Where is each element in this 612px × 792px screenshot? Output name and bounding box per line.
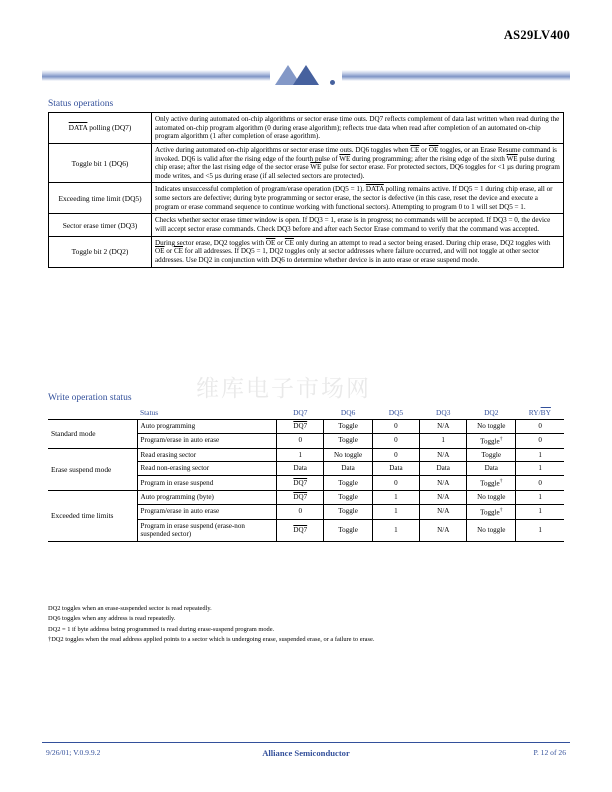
cell-dq6: Toggle	[324, 420, 372, 434]
cell-ryby: 1	[516, 448, 564, 462]
footnote-1: DQ2 toggles when an erase-suspended sector is read repeatedly.	[48, 605, 212, 612]
status-row-description: Checks whether sector erase timer window is open. If DQ3 = 1, erase is in progress; no commands will be accepted. If DQ3 = 0, the device will accept sector erase commands. Check DQ3 before and after each Sector Erase command to verify that the command was accepted.	[152, 214, 564, 236]
col-header-dq7: DQ7	[277, 406, 324, 420]
row-mode-standard: Standard mode	[48, 420, 137, 449]
cell-dq3: N/A	[420, 519, 467, 541]
status-row-label: Exceeding time limit (DQ5)	[49, 183, 152, 214]
status-row-label: DATA polling (DQ7)	[49, 113, 152, 144]
cell-ryby: 1	[516, 490, 564, 504]
cell-dq2: Toggle†	[467, 475, 516, 490]
status-row-description: Active during automated on-chip algorithms or sector erase time outs. DQ6 toggles when $\overline{CE}$ or $\overline{OE}$ toggles, or an Erase Resume command is invoked. DQ6 is valid after the rising edge of the fourth pulse of $\overline{WE}$ during programming; after the rising edge of the sixth $\overline{WE}$ pulse during chip erase; after the last rising edge of the sector erase $\overline{WE}$ pulse for sector erase. For protected sectors, DQ6 toggles for <1 µs during program mode writes, and <5 µs during erase (if all selected sectors are protected).	[152, 143, 564, 183]
col-header-dq6: DQ6	[324, 406, 372, 420]
status-row-label: Toggle bit 1 (DQ6)	[49, 143, 152, 183]
row-status: Program in erase suspend	[137, 475, 277, 490]
write-operation-status-table	[48, 406, 564, 542]
row-mode-erase-suspend: Erase suspend mode	[48, 448, 137, 490]
cell-ryby: 0	[516, 475, 564, 490]
footnote-3: DQ2 = 1 if byte address being programmed is read during erase-suspend program mode.	[48, 625, 275, 633]
col-header-dq3: DQ3	[420, 406, 467, 420]
cell-dq5: 1	[372, 490, 419, 504]
table-header-row	[48, 406, 564, 420]
footer-divider	[42, 742, 570, 743]
cell-dq3: N/A	[420, 475, 467, 490]
cell-dq5: 1	[372, 504, 419, 519]
status-row-description: Indicates unsuccessful completion of program/erase operation (DQ5 = 1). DATA polling remains active. If DQ5 = 1 during chip erase, all or some sectors are defective; during byte programming or sector erase, the sector is defective (in this case, reset the device and execute a program or erase command sequence to continue working with functional sectors). Attempting to program 0 to 1 will set DQ5 = 1.	[152, 183, 564, 214]
cell-dq7: 0	[277, 433, 324, 448]
cell-dq6: Toggle	[324, 490, 372, 504]
cell-dq2: No toggle	[467, 519, 516, 541]
row-status: Program/erase in auto erase	[137, 504, 277, 519]
table-row	[48, 490, 564, 504]
cell-dq2: Toggle	[467, 448, 516, 462]
cell-dq2: Toggle†	[467, 433, 516, 448]
table-row	[49, 113, 564, 144]
cell-dq6: No toggle	[324, 448, 372, 462]
cell-dq3: N/A	[420, 504, 467, 519]
footer-company: Alliance Semiconductor	[262, 748, 350, 758]
cell-dq5: 1	[372, 519, 419, 541]
watermark: 维库电子市场网	[196, 376, 371, 402]
cell-dq6: Toggle	[324, 519, 372, 541]
cell-dq3: 1	[420, 433, 467, 448]
row-status: Program/erase in auto erase	[137, 433, 277, 448]
cell-dq6: Toggle	[324, 433, 372, 448]
cell-dq5: Data	[372, 462, 419, 476]
cell-dq3: N/A	[420, 448, 467, 462]
footer-date-version: 9/26/01; V.0.9.9.2	[46, 748, 101, 757]
col-header-mode	[48, 406, 137, 420]
cell-dq2: No toggle	[467, 420, 516, 434]
cell-ryby: 1	[516, 519, 564, 541]
row-status: Auto programming (byte)	[137, 490, 277, 504]
status-row-label: Sector erase timer (DQ3)	[49, 214, 152, 236]
cell-dq6: Toggle	[324, 475, 372, 490]
cell-dq5: 0	[372, 448, 419, 462]
status-row-description: Only active during automated on-chip algorithms or sector erase time outs. DQ7 reflects complement of data last written when read during the automated on-chip program algorithm (0 during erase algorithm); reflects true data when read after completion of an automated on-chip program algorithm (1 after completion of erase agorithm).	[152, 113, 564, 144]
row-status: Read erasing sector	[137, 448, 277, 462]
footer-page-number: P. 12 of 26	[533, 748, 566, 757]
cell-dq7: 0	[277, 504, 324, 519]
band-right	[342, 70, 570, 81]
table-row	[48, 448, 564, 462]
cell-dq3: Data	[420, 462, 467, 476]
cell-ryby: 1	[516, 504, 564, 519]
col-header-dq2: DQ2	[467, 406, 516, 420]
row-status: Read non-erasing sector	[137, 462, 277, 476]
row-status: Auto programming	[137, 420, 277, 434]
decorative-logo-band	[42, 62, 570, 88]
cell-dq5: 0	[372, 475, 419, 490]
cell-dq2: No toggle	[467, 490, 516, 504]
cell-dq7: DQ7	[277, 475, 324, 490]
section-heading-status-operations: Status operations	[48, 99, 114, 109]
table-footnotes	[48, 604, 568, 646]
footnote-2: DQ6 toggles when any address is read repeatedly.	[48, 615, 176, 623]
cell-dq5: 0	[372, 420, 419, 434]
footnote-4: †DQ2 toggles when the read address applied points to a sector which is undergoing erase, suspended erase, or a failure to erase.	[48, 636, 375, 644]
cell-dq5: 0	[372, 433, 419, 448]
cell-dq7: Data	[277, 462, 324, 476]
page-title: AS29LV400	[503, 28, 570, 42]
cell-dq7: DQ7	[277, 420, 324, 434]
cell-dq3: N/A	[420, 490, 467, 504]
status-row-label: Toggle bit 2 (DQ2)	[49, 236, 152, 267]
cell-dq6: Data	[324, 462, 372, 476]
table-row	[49, 143, 564, 183]
logo-mark-icon	[271, 62, 341, 88]
status-operations-table	[48, 112, 564, 268]
col-header-ryby: $RY/\overline{BY}$	[516, 406, 564, 420]
col-header-dq5: DQ5	[372, 406, 419, 420]
table-row	[48, 420, 564, 434]
row-status: Program in erase suspend (erase-non suspended sector)	[137, 519, 277, 541]
cell-ryby: 0	[516, 433, 564, 448]
cell-dq3: N/A	[420, 420, 467, 434]
cell-dq2: Toggle†	[467, 504, 516, 519]
section-heading-write-operation-status: Write operation status	[48, 393, 132, 403]
table-row	[49, 183, 564, 214]
cell-ryby: 1	[516, 462, 564, 476]
table-row	[49, 236, 564, 267]
cell-dq2: Data	[467, 462, 516, 476]
col-header-status: Status	[137, 406, 277, 420]
table-row	[49, 214, 564, 236]
cell-ryby: 0	[516, 420, 564, 434]
cell-dq7: DQ7	[277, 519, 324, 541]
cell-dq7: 1	[277, 448, 324, 462]
status-row-description: During sector erase, DQ2 toggles with $\overline{OE}$ or $\overline{CE}$ only during an attempt to read a sector being erased. During chip erase, DQ2 toggles with $\overline{OE}$ or $\overline{CE}$ for all addresses. If DQ5 = 1, DQ2 toggles only at sector addresses where failure occurred, and will not toggle at other sector addresses. Use DQ2 in conjunction with DQ6 to determine whether device is in auto erase or erase suspend mode.	[152, 236, 564, 267]
cell-dq7: DQ7	[277, 490, 324, 504]
band-left	[42, 70, 270, 81]
row-mode-exceeded-time-limits: Exceeded time limits	[48, 490, 137, 541]
cell-dq6: Toggle	[324, 504, 372, 519]
